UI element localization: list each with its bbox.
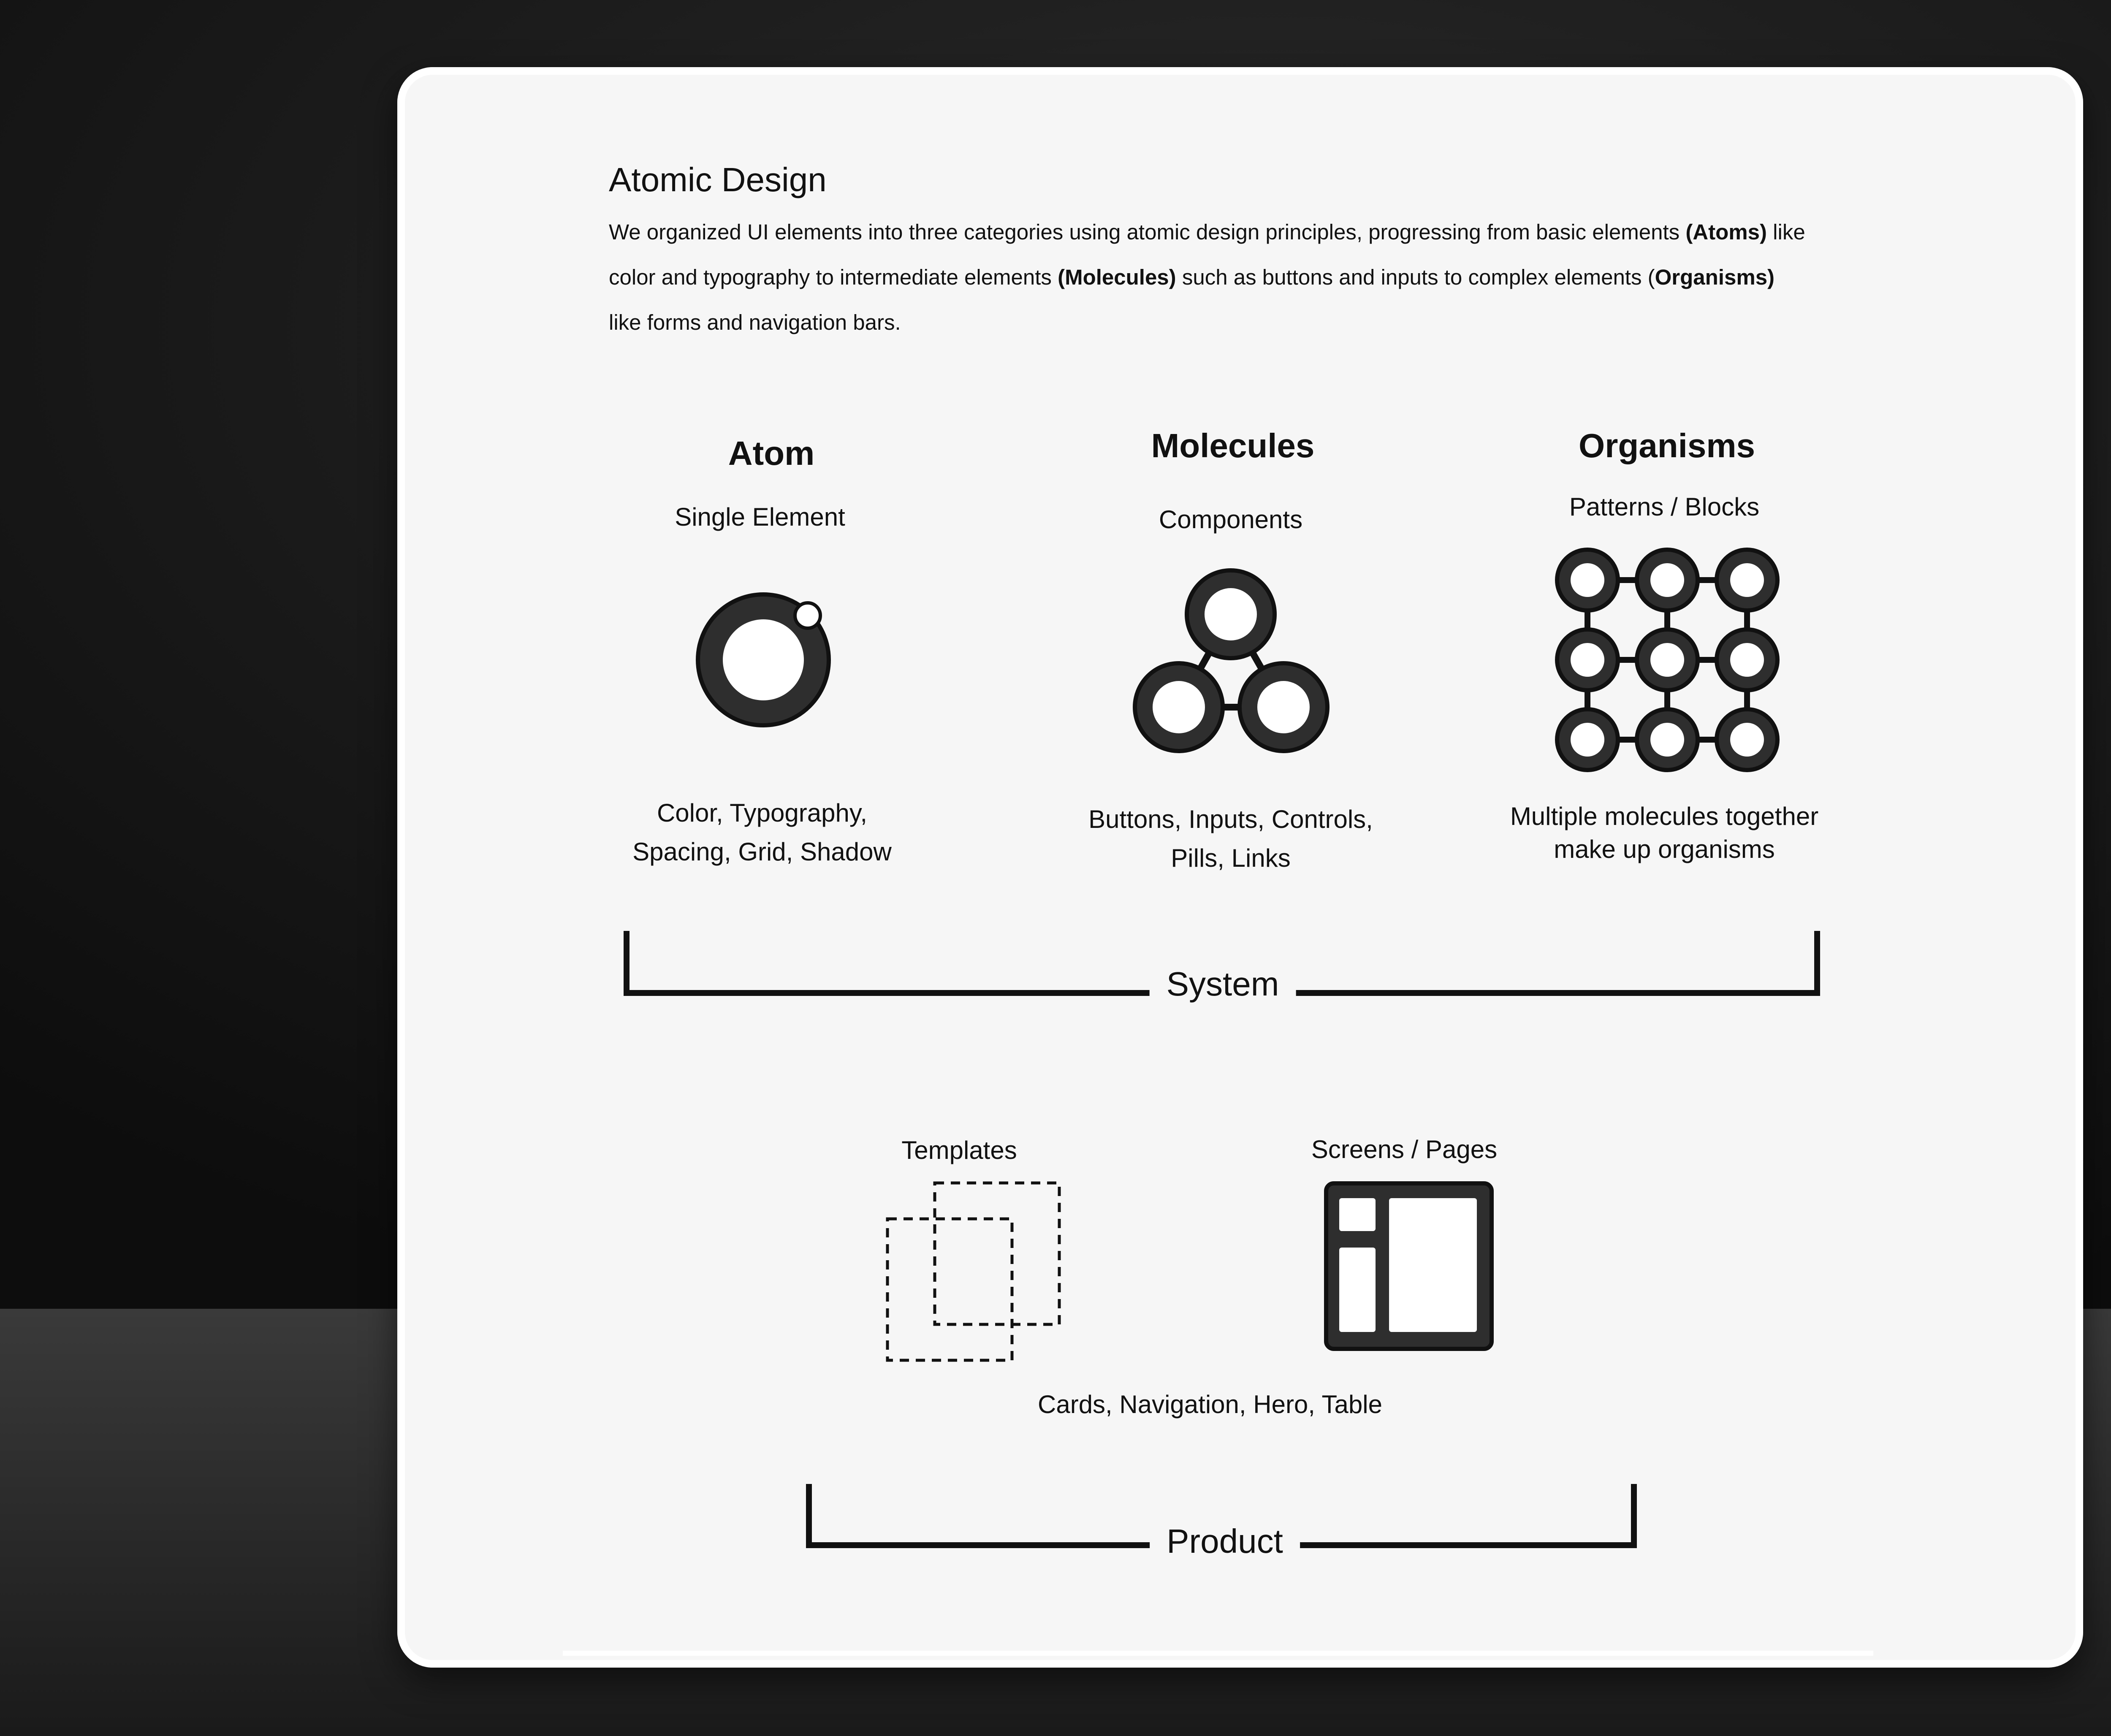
page-layout-icon: [1326, 1183, 1492, 1349]
dashed-template-icon: [887, 1183, 1059, 1360]
atom-title: Atom: [728, 434, 815, 472]
screens-pages-label: Screens / Pages: [1311, 1135, 1498, 1164]
organisms-subtitle: Patterns / Blocks: [1569, 493, 1760, 521]
molecule-icon: [1135, 570, 1327, 751]
product-caption: Cards, Navigation, Hero, Table: [1038, 1390, 1382, 1419]
organism-grid-icon: [1557, 550, 1777, 770]
atom-icon: [698, 594, 829, 725]
molecules-title: Molecules: [1151, 427, 1315, 464]
organisms-title: Organisms: [1579, 427, 1755, 464]
molecules-caption: Buttons, Inputs, Controls, Pills, Links: [1088, 805, 1373, 872]
product-label: Product: [1150, 1522, 1300, 1561]
description: We organized UI elements into three categories using atomic design principles, progressing from basic elements (Atoms) like color and typography to intermediate elements (Molecules) such as buttons and inputs to complex elements (Organisms) like forms and navigation bars.: [609, 220, 1805, 334]
templates-label: Templates: [901, 1136, 1017, 1164]
system-label: System: [1150, 965, 1296, 1004]
page-title: Atomic Design: [609, 161, 827, 198]
organisms-caption: Multiple molecules together make up organisms: [1510, 802, 1819, 863]
molecules-subtitle: Components: [1159, 505, 1303, 534]
atom-subtitle: Single Element: [675, 503, 845, 531]
atom-caption: Color, Typography, Spacing, Grid, Shadow: [632, 799, 892, 866]
